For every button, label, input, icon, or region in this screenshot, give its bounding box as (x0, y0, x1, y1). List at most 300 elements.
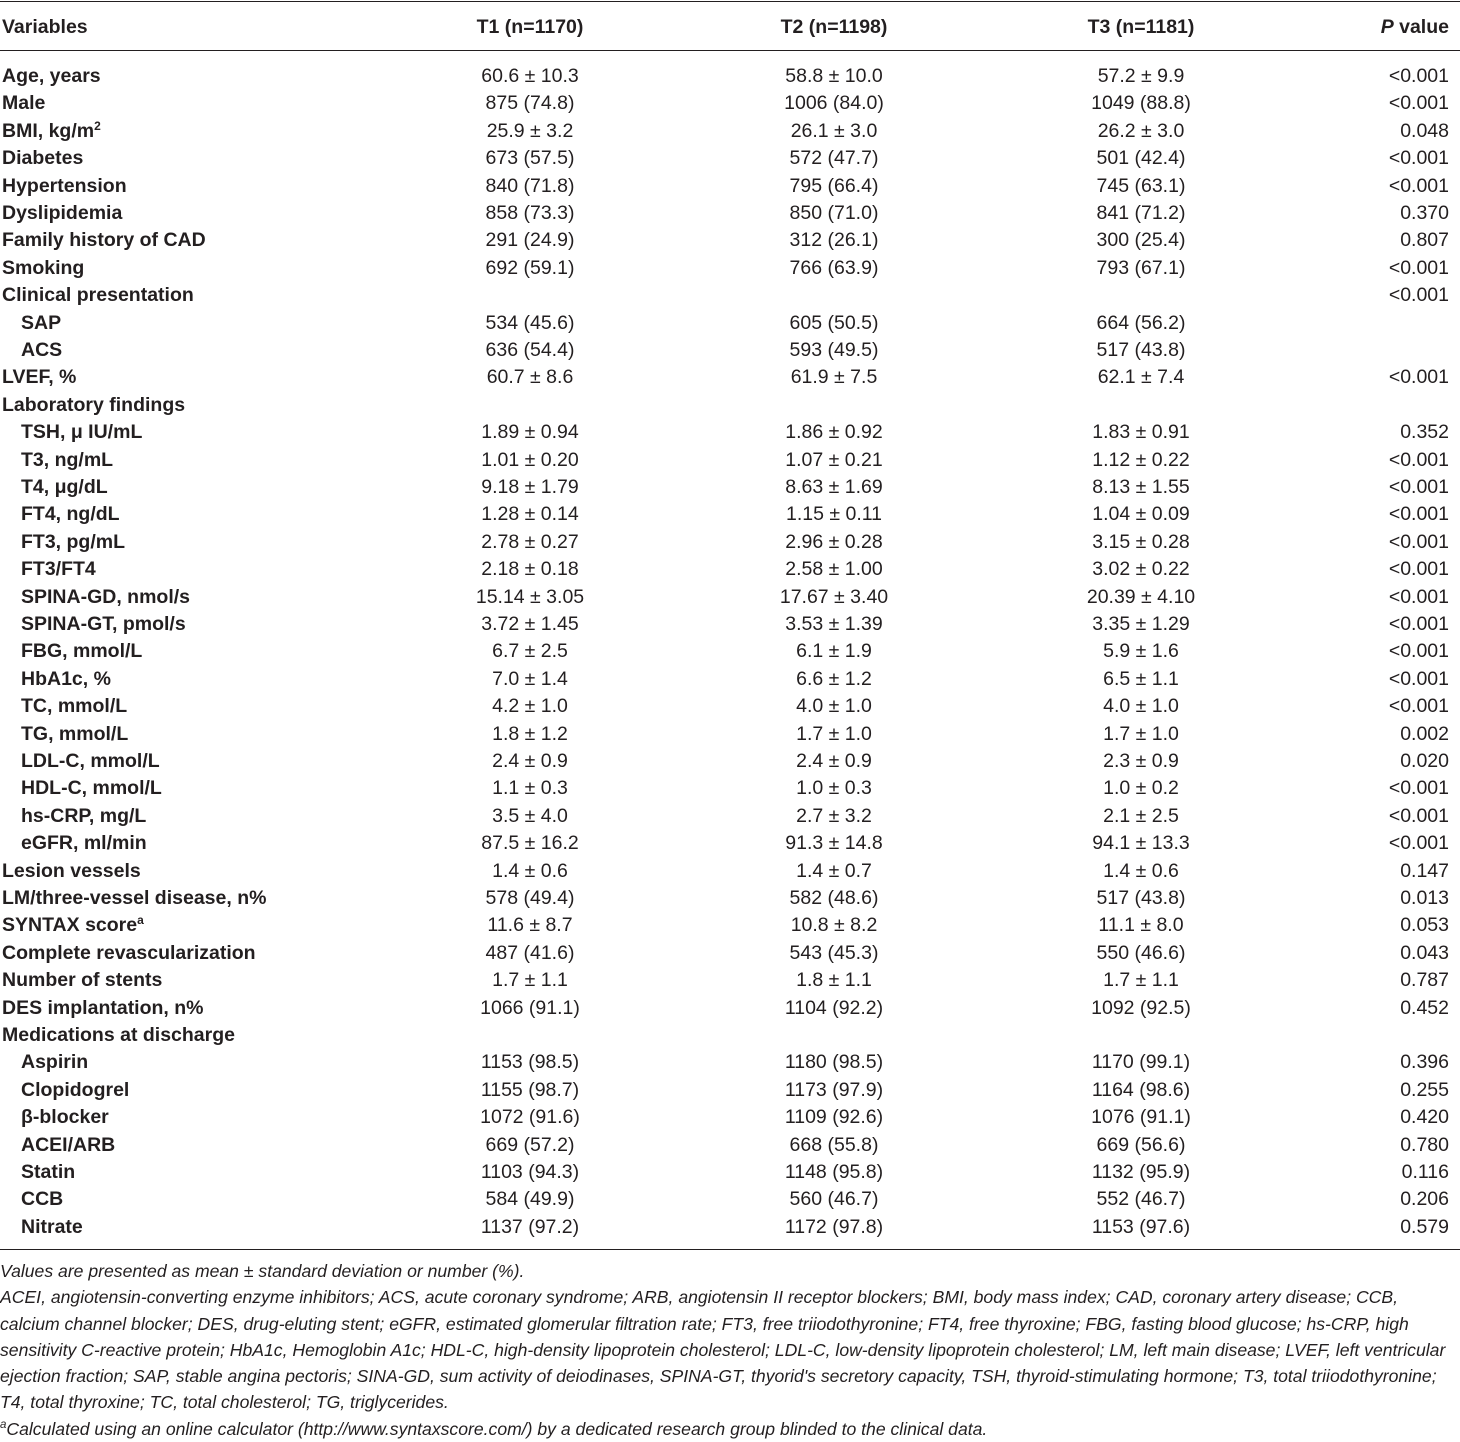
cell-t1: 1153 (98.5) (480, 1051, 580, 1074)
cell-t1: 2.78 ± 0.27 (481, 530, 579, 553)
cell-p-value: 0.043 (1400, 941, 1449, 964)
cell-p-value: <0.001 (1388, 585, 1449, 608)
table-row (0, 912, 1460, 939)
table-row (0, 1049, 1460, 1076)
row-label-superscript: a (137, 913, 144, 928)
cell-t3: 1170 (99.1) (1091, 1051, 1191, 1074)
cell-p-value: 0.452 (1400, 996, 1449, 1019)
table-row (0, 1022, 1460, 1049)
cell-t3: 745 (63.1) (1096, 174, 1186, 197)
cell-t3: 20.39 ± 4.10 (1086, 585, 1196, 608)
cell-t3 (1021, 392, 1261, 419)
table-row (0, 666, 1460, 693)
cell-t1: 840 (71.8) (485, 174, 575, 197)
abbreviations-note: ACEI, angiotensin-converting enzyme inhibitors; ACS, acute coronary syndrome; ARB, angiotensin II receptor blockers; BMI, body mass index; CAD, coronary artery disease; CCB, calcium channel blocker; DES, drug-eluting stent; eGFR, estimated glomerular filtration rate; FT3, free triiodothyronine; FT4, free thyroxine; FBG, fasting blood glucose; hs-CRP, high sensitivity C-reactive protein; HbA1c, Hemoglobin A1c; HDL-C, high-density lipoprotein cholesterol; LDL-C, low-density lipoprotein cholesterol; LM, left main disease; LVEF, left ventricular ejection fraction; SAP, stable angina pectoris; SINA-GD, sum activity of deiodinases, SPINA-GT, thyorid's secretory capacity, TSH, thyroid-stimulating hormone; T3, total triiodothyronine; T4, total thyroxine; TC, total cholesterol; TG, triglycerides. (0, 1287, 1446, 1413)
cell-p-value: <0.001 (1388, 147, 1449, 170)
table-row (0, 748, 1460, 775)
row-label-text: Age, years (2, 65, 101, 87)
cell-t1: 9.18 ± 1.79 (481, 476, 579, 498)
cell-t1: 692 (59.1) (485, 256, 575, 279)
row-label (21, 775, 162, 802)
row-label-text: eGFR, ml/min (21, 832, 147, 855)
cell-p-value: 0.255 (1400, 1078, 1449, 1101)
row-label (21, 1049, 88, 1076)
table-row (0, 995, 1460, 1022)
cell-t1: 1.01 ± 0.20 (481, 448, 579, 471)
row-label-text: LM/three-vessel disease, n% (2, 887, 267, 909)
cell-p-value: <0.001 (1388, 558, 1449, 581)
bottom-rule (0, 1249, 1460, 1250)
table-row (0, 173, 1460, 200)
row-label-text: LDL-C, mmol/L (21, 750, 160, 772)
cell-t1 (410, 282, 650, 309)
row-label (2, 227, 206, 254)
row-label (21, 447, 113, 474)
cell-t1 (410, 392, 650, 419)
table-row (0, 940, 1460, 967)
cell-t3: 94.1 ± 13.3 (1092, 832, 1190, 855)
cell-t1: 1072 (91.6) (480, 1106, 580, 1129)
row-label (2, 145, 83, 172)
cell-t1: 584 (49.9) (485, 1188, 575, 1211)
row-label-text: TSH, μ IU/mL (21, 421, 143, 444)
row-label (21, 666, 111, 693)
row-label (21, 611, 186, 638)
table-row (0, 90, 1460, 117)
cell-t2: 10.8 ± 8.2 (790, 914, 878, 937)
cell-p-value: <0.001 (1388, 448, 1449, 471)
row-label-text: ACS (21, 339, 63, 361)
table-row (0, 310, 1460, 337)
cell-t1: 87.5 ± 16.2 (481, 832, 579, 855)
cell-t2: 6.1 ± 1.9 (796, 640, 872, 663)
cell-t3 (1021, 282, 1261, 309)
cell-p-value: 0.206 (1400, 1188, 1449, 1211)
cell-t2: 1148 (95.8) (784, 1161, 884, 1183)
cell-t1: 534 (45.6) (485, 311, 575, 334)
row-label (2, 885, 266, 912)
cell-t1: 875 (74.8) (485, 92, 575, 115)
cell-t2: 795 (66.4) (789, 174, 879, 197)
cell-t1: 673 (57.5) (485, 147, 575, 170)
cell-t3: 1164 (98.6) (1091, 1078, 1191, 1101)
cell-p-value: <0.001 (1388, 174, 1449, 197)
table-row (0, 501, 1460, 528)
cell-t3: 517 (43.8) (1096, 339, 1186, 361)
header-t3: T3 (n=1181) (1087, 16, 1195, 38)
row-label-text: CCB (21, 1188, 64, 1211)
row-label-text: Diabetes (2, 147, 84, 170)
table-row (0, 1214, 1460, 1241)
cell-t2: 850 (71.0) (789, 202, 879, 224)
cell-t2: 91.3 ± 14.8 (785, 832, 883, 855)
values-note: Values are presented as mean ± standard deviation or number (%). (0, 1261, 525, 1281)
row-label-text: FT3/FT4 (21, 558, 96, 581)
cell-t3: 11.1 ± 8.0 (1098, 914, 1184, 937)
cell-t2 (714, 392, 954, 419)
footnote (0, 1416, 1460, 1442)
cell-t3: 1.04 ± 0.09 (1092, 503, 1190, 526)
cell-t3 (1021, 1022, 1261, 1049)
row-label-text: Male (2, 92, 46, 115)
cell-t3: 1.4 ± 0.6 (1103, 859, 1179, 882)
cell-t1: 1137 (97.2) (480, 1215, 580, 1238)
row-label-text: SPINA-GT, pmol/s (21, 613, 186, 635)
row-label-text: LVEF, % (2, 366, 77, 389)
cell-t2: 560 (46.7) (789, 1188, 879, 1211)
cell-t3: 841 (71.2) (1096, 202, 1186, 224)
table-row (0, 693, 1460, 720)
cell-p-value: 0.013 (1400, 887, 1449, 909)
footnote-text: Calculated using an online calculator (http://www.syntaxscore.com/) by a dedicated research group blinded to the clinical data. (6, 1418, 988, 1439)
cell-t1: 1103 (94.3) (480, 1161, 580, 1183)
row-label (2, 282, 194, 309)
cell-t2: 2.4 ± 0.9 (796, 750, 872, 772)
cell-t2: 26.1 ± 3.0 (790, 119, 878, 142)
cell-t2: 1104 (92.2) (784, 996, 884, 1019)
row-label-text: Aspirin (21, 1051, 89, 1074)
cell-t2: 17.67 ± 3.40 (779, 585, 889, 608)
cell-t2: 572 (47.7) (789, 147, 879, 170)
cell-t3: 669 (56.6) (1096, 1133, 1186, 1156)
cell-p-value: 0.579 (1400, 1215, 1449, 1238)
cell-p-value: 0.807 (1400, 229, 1449, 252)
cell-t3: 5.9 ± 1.6 (1103, 640, 1179, 663)
table-row (0, 529, 1460, 556)
cell-t2: 668 (55.8) (789, 1133, 879, 1156)
row-label (21, 556, 96, 583)
row-label (2, 967, 162, 994)
table-row (0, 638, 1460, 665)
row-label-text: Hypertension (2, 174, 127, 197)
cell-t2: 1.7 ± 1.0 (796, 722, 872, 745)
row-label (21, 1214, 83, 1241)
cell-t2 (714, 1022, 954, 1049)
cell-t3: 3.02 ± 0.22 (1092, 558, 1190, 581)
row-label-text: DES implantation, n% (2, 996, 204, 1019)
row-label-text: Family history of CAD (2, 229, 206, 252)
cell-p-value: <0.001 (1388, 530, 1449, 553)
cell-p-value: 0.002 (1400, 722, 1449, 745)
cell-t1: 25.9 ± 3.2 (486, 119, 574, 142)
header-rule (0, 50, 1460, 51)
cell-p-value: <0.001 (1388, 667, 1449, 690)
cell-p-value: <0.001 (1388, 476, 1449, 498)
row-label (21, 803, 146, 830)
row-label-text: TC, mmol/L (21, 695, 128, 718)
row-label-text: T3, ng/mL (21, 448, 114, 471)
cell-t1: 858 (73.3) (485, 202, 575, 224)
row-label-text: Statin (21, 1161, 76, 1183)
cell-t2: 543 (45.3) (789, 941, 879, 964)
row-label (2, 940, 256, 967)
row-label-text: SYNTAX score (2, 914, 138, 937)
cell-t2: 6.6 ± 1.2 (796, 667, 872, 690)
cell-t1: 6.7 ± 2.5 (492, 640, 568, 663)
row-label-text: SAP (21, 311, 62, 334)
table-row (0, 967, 1460, 994)
cell-t3: 1.7 ± 1.1 (1103, 969, 1179, 992)
cell-t3: 57.2 ± 9.9 (1097, 65, 1185, 87)
header-t2: T2 (n=1198) (780, 16, 888, 38)
header-p-letter: P (1380, 16, 1394, 38)
cell-t2: 1.0 ± 0.3 (796, 777, 872, 800)
cell-t2: 766 (63.9) (789, 256, 879, 279)
cell-p-value: 0.048 (1400, 119, 1449, 142)
row-label (2, 912, 144, 939)
header-t1: T1 (n=1170) (476, 16, 584, 38)
row-label-text: HbA1c, % (21, 667, 111, 690)
cell-t3: 1.83 ± 0.91 (1092, 421, 1190, 444)
cell-t3: 2.3 ± 0.9 (1103, 750, 1179, 772)
cell-t1: 7.0 ± 1.4 (492, 667, 568, 690)
cell-t3: 1132 (95.9) (1091, 1161, 1191, 1183)
cell-p-value: 0.020 (1400, 750, 1449, 772)
table-row (0, 1132, 1460, 1159)
cell-t1: 60.6 ± 10.3 (481, 65, 579, 87)
cell-t3: 1.0 ± 0.2 (1103, 777, 1179, 800)
row-label-text: SPINA-GD, nmol/s (21, 585, 191, 608)
cell-t3: 8.13 ± 1.55 (1092, 476, 1190, 498)
cell-t3: 1049 (88.8) (1091, 92, 1191, 115)
cell-p-value: 0.116 (1401, 1161, 1449, 1183)
cell-t3: 1092 (92.5) (1091, 996, 1191, 1019)
table-row (0, 803, 1460, 830)
row-label (21, 474, 108, 501)
row-label-text: Number of stents (2, 969, 163, 992)
cell-p-value: <0.001 (1388, 832, 1449, 855)
cell-t2: 1173 (97.9) (784, 1078, 884, 1101)
cell-p-value: 0.396 (1400, 1051, 1449, 1074)
cell-t1: 3.72 ± 1.45 (481, 613, 579, 635)
cell-t2 (714, 282, 954, 309)
cell-t3: 552 (46.7) (1096, 1188, 1186, 1211)
cell-p-value: 0.787 (1400, 969, 1449, 992)
table-row (0, 282, 1460, 309)
row-label-text: FT4, ng/dL (21, 503, 120, 526)
cell-t3: 1076 (91.1) (1091, 1106, 1191, 1129)
cell-t2: 8.63 ± 1.69 (785, 476, 883, 498)
table-row (0, 1159, 1460, 1186)
row-label-text: Clinical presentation (2, 284, 194, 307)
cell-t3: 3.15 ± 0.28 (1092, 530, 1190, 553)
table-row (0, 364, 1460, 391)
row-label (2, 118, 101, 145)
row-label (2, 1022, 235, 1049)
row-label-text: FT3, pg/mL (21, 530, 125, 553)
table-row (0, 419, 1460, 446)
header-p-rest: value (1393, 16, 1449, 38)
table-row (0, 1077, 1460, 1104)
row-label (21, 529, 125, 556)
row-label (21, 693, 127, 720)
row-label (21, 1077, 129, 1104)
cell-p-value: <0.001 (1388, 92, 1449, 115)
cell-t1: 60.7 ± 8.6 (486, 366, 574, 389)
row-label (21, 1186, 63, 1213)
cell-p-value: 0.780 (1400, 1133, 1449, 1156)
row-label-superscript: 2 (94, 118, 101, 133)
cell-t2: 1.8 ± 1.1 (796, 969, 872, 992)
cell-t3: 62.1 ± 7.4 (1097, 366, 1185, 389)
footnote-mark: a (0, 1418, 7, 1431)
row-label (2, 995, 204, 1022)
cell-t2: 1180 (98.5) (784, 1051, 884, 1074)
table-row (0, 1186, 1460, 1213)
cell-t1: 291 (24.9) (485, 229, 575, 252)
cell-t2: 1.4 ± 0.7 (796, 859, 872, 882)
cell-t2: 582 (48.6) (789, 887, 879, 909)
cell-t3: 6.5 ± 1.1 (1103, 667, 1179, 690)
row-label (21, 748, 160, 775)
cell-t1: 1.1 ± 0.3 (492, 777, 568, 800)
row-label (2, 173, 127, 200)
table-row (0, 556, 1460, 583)
cell-t3: 2.1 ± 2.5 (1103, 804, 1179, 827)
cell-t2: 605 (50.5) (789, 311, 879, 334)
row-label-text: hs-CRP, mg/L (21, 804, 147, 827)
table-row (0, 611, 1460, 638)
cell-t3: 550 (46.6) (1096, 941, 1186, 964)
cell-t1 (410, 1022, 650, 1049)
cell-t1: 2.4 ± 0.9 (492, 750, 568, 772)
table-row (0, 145, 1460, 172)
row-label (2, 255, 84, 282)
cell-t3: 1153 (97.6) (1091, 1215, 1191, 1238)
row-label-text: Smoking (2, 256, 85, 279)
cell-p-value: <0.001 (1388, 503, 1449, 526)
cell-p-value: <0.001 (1388, 640, 1449, 663)
table-row (0, 337, 1460, 364)
cell-t2: 1.07 ± 0.21 (785, 448, 883, 471)
table-row (0, 775, 1460, 802)
cell-t1: 4.2 ± 1.0 (492, 695, 568, 718)
cell-t3: 1.12 ± 0.22 (1092, 448, 1190, 471)
cell-p-value: <0.001 (1388, 366, 1449, 389)
cell-t2: 593 (49.5) (789, 339, 879, 361)
cell-t2: 1109 (92.6) (784, 1106, 884, 1129)
cell-t1: 636 (54.4) (485, 339, 575, 361)
cell-t2: 3.53 ± 1.39 (785, 613, 883, 635)
row-label (21, 310, 61, 337)
row-label (21, 501, 120, 528)
row-label-text: FBG, mmol/L (21, 640, 143, 663)
row-label (21, 337, 62, 364)
cell-t3: 501 (42.4) (1096, 147, 1186, 170)
row-label-text: Laboratory findings (2, 393, 186, 416)
row-label (21, 638, 142, 665)
header-variables: Variables (2, 16, 88, 38)
cell-t1: 1.7 ± 1.1 (492, 969, 568, 992)
cell-p-value: <0.001 (1388, 65, 1449, 87)
cell-t1: 15.14 ± 3.05 (475, 585, 585, 608)
row-label-text: β-blocker (21, 1106, 109, 1129)
cell-p-value: <0.001 (1388, 777, 1449, 800)
row-label (21, 419, 142, 446)
table-row (0, 584, 1460, 611)
row-label (2, 63, 101, 90)
row-label-text: TG, mmol/L (21, 722, 129, 745)
row-label (21, 1159, 75, 1186)
row-label-text: ACEI/ARB (21, 1133, 116, 1156)
cell-t2: 4.0 ± 1.0 (796, 695, 872, 718)
row-label (21, 1132, 115, 1159)
cell-t1: 1.8 ± 1.2 (492, 722, 568, 745)
cell-p-value: 0.420 (1400, 1106, 1449, 1129)
cell-t1: 11.6 ± 8.7 (487, 914, 573, 937)
row-label-text: Nitrate (21, 1215, 83, 1238)
row-label (2, 858, 141, 885)
row-label-text: Clopidogrel (21, 1078, 130, 1101)
cell-t2: 2.58 ± 1.00 (785, 558, 883, 581)
cell-t1: 578 (49.4) (485, 887, 575, 909)
cell-t2: 1.15 ± 0.11 (786, 503, 882, 526)
row-label (21, 1104, 109, 1131)
cell-t1: 1.28 ± 0.14 (481, 503, 579, 526)
cell-p-value: <0.001 (1388, 284, 1449, 307)
row-label-text: Complete revascularization (2, 941, 256, 964)
table-row (0, 885, 1460, 912)
table-row (0, 392, 1460, 419)
row-label-text: HDL-C, mmol/L (21, 777, 162, 800)
header-p-value (1381, 12, 1449, 42)
row-label (21, 584, 190, 611)
cell-t2: 2.7 ± 3.2 (796, 804, 872, 827)
cell-t2: 312 (26.1) (789, 229, 879, 252)
cell-t3: 300 (25.4) (1096, 229, 1186, 252)
table-row (0, 227, 1460, 254)
row-label (2, 200, 122, 227)
table-row (0, 830, 1460, 857)
cell-t2: 58.8 ± 10.0 (785, 65, 883, 87)
cell-t1: 487 (41.6) (485, 941, 575, 964)
row-label (21, 721, 128, 748)
cell-t3: 664 (56.2) (1096, 311, 1186, 334)
row-label (21, 830, 147, 857)
cell-t2: 1.86 ± 0.92 (785, 421, 883, 444)
row-label (2, 364, 76, 391)
cell-t3: 3.35 ± 1.29 (1092, 613, 1190, 635)
cell-t1: 1066 (91.1) (480, 996, 580, 1019)
cell-t1: 1155 (98.7) (480, 1078, 580, 1101)
table-row (0, 1104, 1460, 1131)
row-label (2, 90, 45, 117)
cell-t3: 4.0 ± 1.0 (1103, 695, 1179, 718)
cell-p-value: <0.001 (1388, 256, 1449, 279)
cell-t3: 517 (43.8) (1096, 887, 1186, 909)
table-row (0, 118, 1460, 145)
cell-t2: 61.9 ± 7.5 (790, 366, 878, 389)
table-row (0, 447, 1460, 474)
cell-t2: 1006 (84.0) (784, 92, 884, 115)
cell-p-value: <0.001 (1388, 695, 1449, 718)
cell-p-value: <0.001 (1388, 804, 1449, 827)
table-row (0, 255, 1460, 282)
cell-t3: 1.7 ± 1.0 (1103, 722, 1179, 745)
cell-t2: 1172 (97.8) (784, 1215, 884, 1238)
cell-t3: 793 (67.1) (1096, 256, 1186, 279)
row-label-text: T4, μg/dL (21, 476, 108, 498)
cell-p-value: <0.001 (1388, 613, 1449, 635)
cell-t1: 1.4 ± 0.6 (492, 859, 568, 882)
cell-t1: 2.18 ± 0.18 (481, 558, 579, 581)
top-rule (0, 1, 1460, 2)
row-label-text: Medications at discharge (2, 1024, 235, 1046)
table-row (0, 474, 1460, 501)
cell-t1: 1.89 ± 0.94 (481, 421, 579, 444)
table-row (0, 858, 1460, 885)
row-label (2, 392, 185, 419)
